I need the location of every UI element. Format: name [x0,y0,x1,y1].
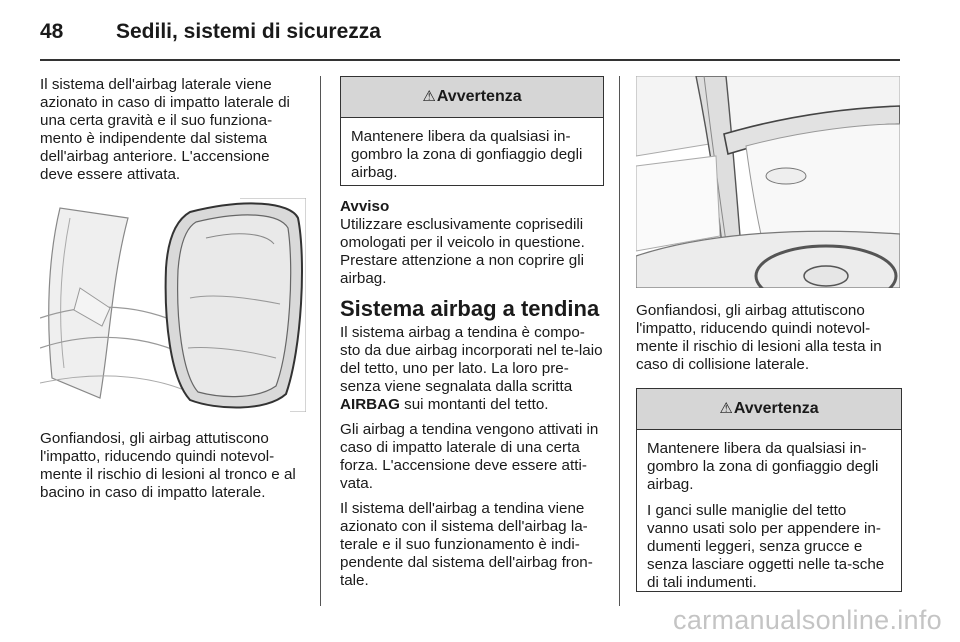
curtain-activation-paragraph: Gli airbag a tendina vengono attivati in caso di impatto laterale di una certa forza. L'accensione deve essere atti-vata. [340,421,599,492]
note-title: Avviso [340,198,390,215]
page-title: Sedili, sistemi di sicurezza [116,20,381,43]
page-header [40,16,900,56]
warning-box-2 [636,388,902,592]
warning-title: Avvertenza [733,400,819,417]
warning-triangle-icon: ⚠ [719,400,733,417]
warning-triangle-icon: ⚠ [422,88,436,105]
warning-box [340,76,604,186]
side-airbag-inflation-paragraph: Gonfiandosi, gli airbag attutiscono l'impatto, riducendo quindi notevol-mente il rischio di lesioni al tronco e al bacino in caso di impatto laterale. [40,430,296,501]
airbag-label: AIRBAG [340,396,400,413]
curtain-airbag-illustration [636,76,900,288]
column-divider-2 [619,76,620,606]
side-airbag-paragraph: Il sistema dell'airbag laterale viene azionato in caso di impatto laterale di una certa gravità e il suo funziona-mento è indipendente dal sistema dell'airbag anteriore. L'accensione deve essere attivata. [40,76,290,183]
column-divider-1 [320,76,321,606]
warning-text-2: I ganci sulle maniglie del tetto vanno usati solo per appendere in-dumenti leggeri, senza grucce e senza lasciare oggetti nelle ta-sche di tali indumenti. [647,502,885,591]
column-1 [40,76,306,502]
warning-text: Mantenere libera da qualsiasi in-gombro la zona di gonfiaggio degli airbag. [351,128,583,181]
note-text: Utilizzare esclusivamente coprisedili omologati per il veicolo in questione. Prestare attenzione a non coprire gli airbag. [340,216,585,287]
side-airbag-illustration [40,198,306,412]
curtain-system-paragraph: Il sistema dell'airbag a tendina viene azionato con il sistema dell'airbag la-terale e il suo funzionamento è indi-pendente dal sistema dell'airbag fron-tale. [340,500,593,589]
note-block [340,198,604,288]
watermark: carmanualsonline.info [673,605,942,635]
section-heading: Sistema airbag a tendina [340,296,600,321]
curtain-inflation-paragraph: Gonfiandosi, gli airbag attutiscono l'impatto, riducendo quindi notevol-mente il rischio di lesioni alla testa in caso di collisione laterale. [636,302,882,373]
warning-text-1: Mantenere libera da qualsiasi in-gombro la zona di gonfiaggio degli airbag. [647,440,879,493]
column-2 [340,76,604,590]
page-number: 48 [40,20,64,43]
curtain-airbag-paragraph: Il sistema airbag a tendina è compo-sto da due airbag incorporati nel te-laio del tetto, uno per lato. La loro pre-senza viene segnalata dalla scritta AIRBAG sui montanti del tetto. [340,324,603,413]
column-3 [636,76,902,592]
header-divider [40,59,900,61]
warning-title: Avvertenza [436,88,522,105]
